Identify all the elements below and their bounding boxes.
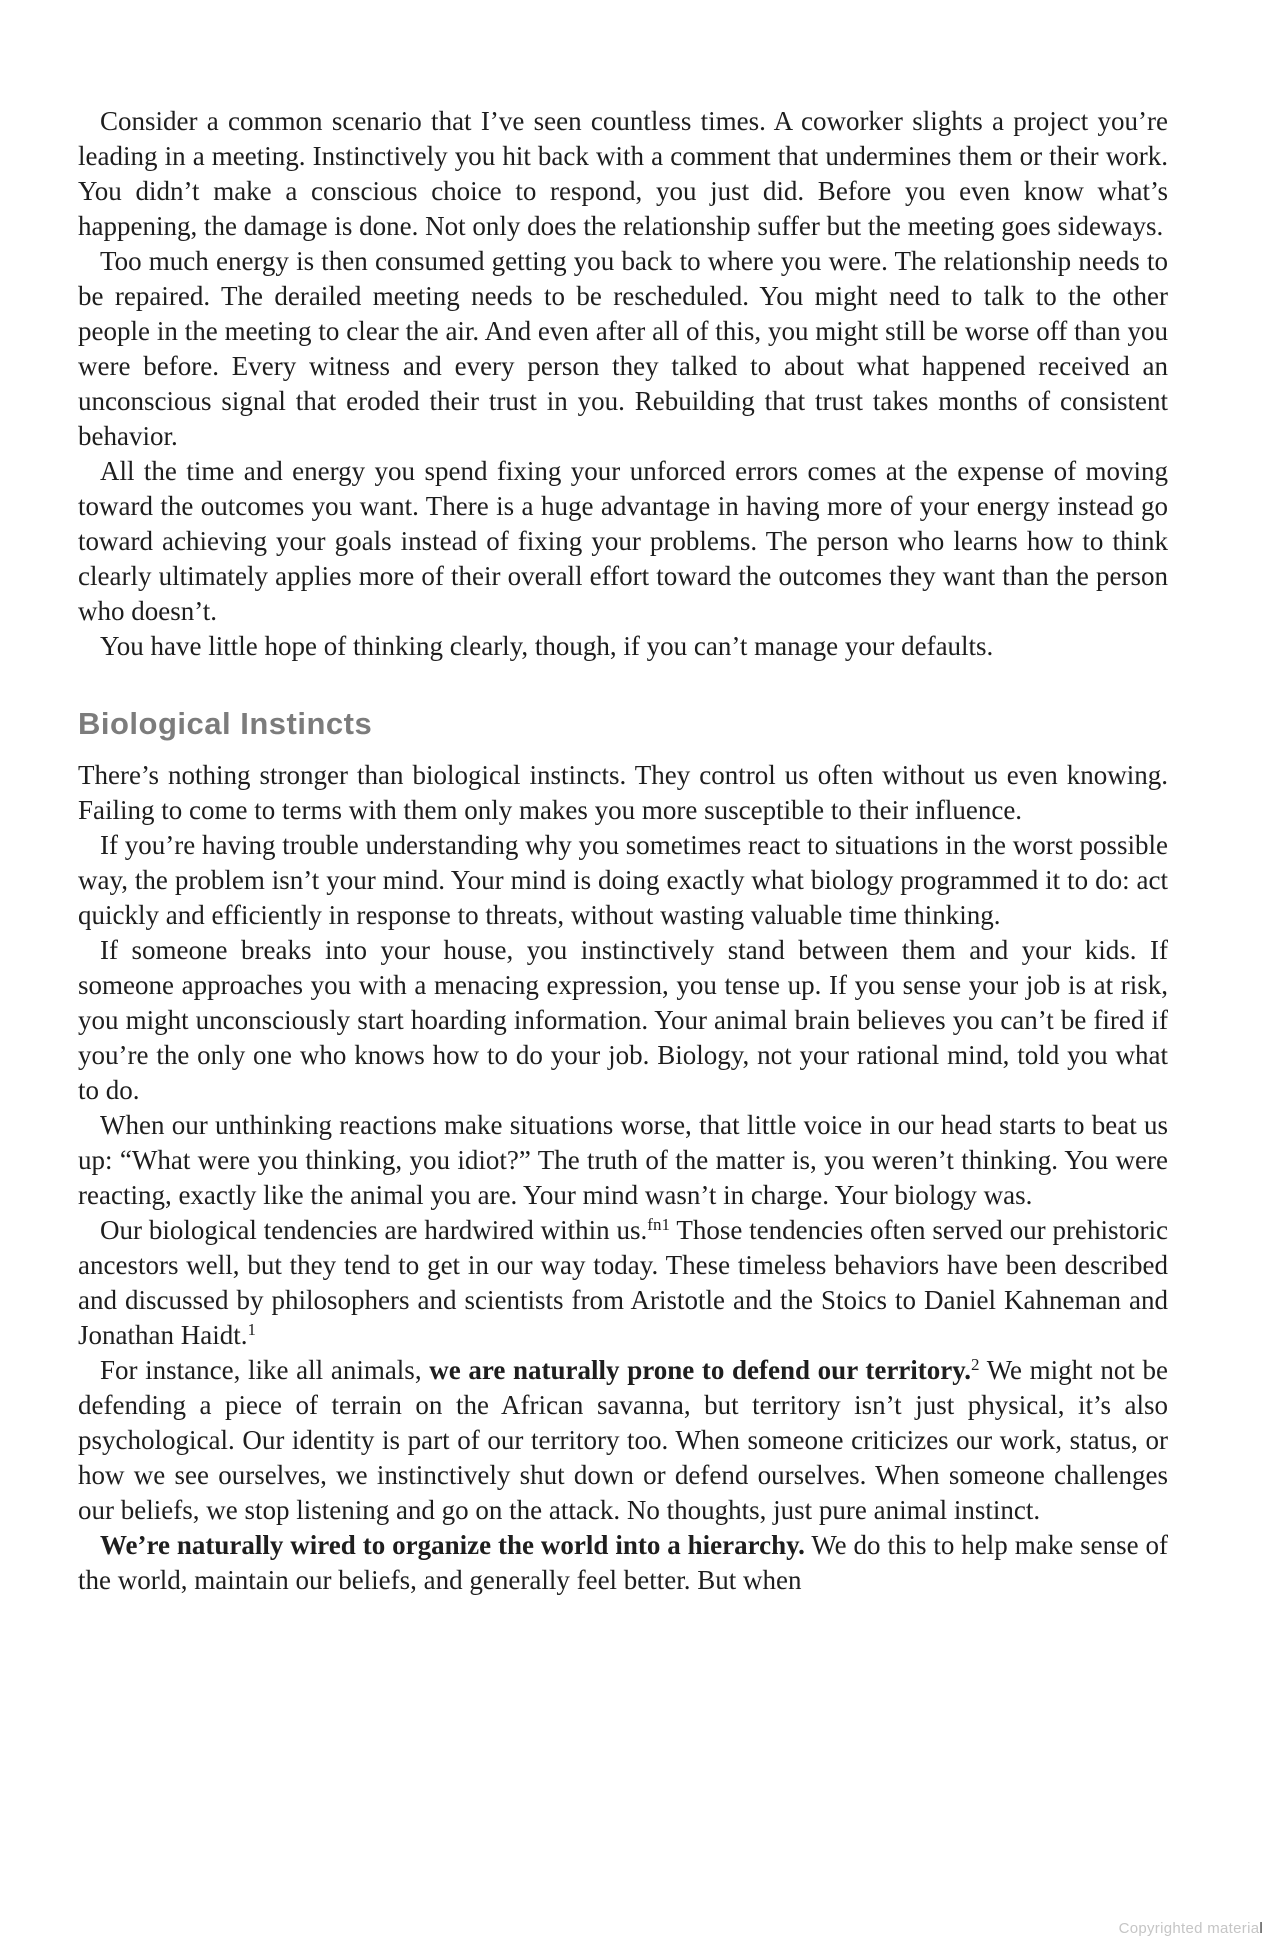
paragraph-text: When our unthinking reactions make situations worse, that little voice in our head starts to beat us up: “What were you thinking, you idiot?” The truth of the matter is, you weren’t thinking. You were reacting, exactly like the animal you are. Your mind wasn’t in charge. Your biology was.: [78, 1110, 1168, 1210]
body-paragraph: [78, 244, 1168, 454]
paragraph-text: We do this to help make sense of the world, maintain our beliefs, and generally feel better. But when: [78, 1530, 1168, 1595]
paragraph-text: If someone breaks into your house, you instinctively stand between them and your kids. If someone approaches you with a menacing expression, you tense up. If you sense your job is at risk, you might unconsciously start hoarding information. Your animal brain believes you can’t be fired if you’re the only one who knows how to do your job. Biology, not your rational mind, told you what to do.: [78, 935, 1168, 1105]
paragraph-text: Too much energy is then consumed getting you back to where you were. The relationship needs to be repaired. The derailed meeting needs to be rescheduled. You might need to talk to the other people in the meeting to clear the air. And even after all of this, you might still be worse off than you were before. Every witness and every person they talked to about what happened received an unconscious signal that eroded their trust in you. Rebuilding that trust takes months of consistent behavior.: [78, 246, 1168, 451]
body-paragraph: [78, 104, 1168, 244]
body-paragraph: [78, 933, 1168, 1108]
body-paragraph: [78, 1108, 1168, 1213]
footnote-ref: fn1: [647, 1214, 670, 1234]
copyright-watermark: [1119, 1920, 1263, 1937]
body-paragraph: [78, 454, 1168, 629]
text-column: [78, 104, 1168, 1598]
body-paragraph: [78, 758, 1168, 828]
body-paragraph: [78, 1353, 1168, 1528]
watermark-text-dark: l: [1259, 1920, 1263, 1937]
paragraph-text: We might not be defending a piece of terrain on the African savanna, but territory isn’t just physical, it’s also psychological. Our identity is part of our territory too. When someone criticizes our work, status, or how we see ourselves, we instinctively shut down or defend ourselves. When someone challenges our beliefs, we stop listening and go on the attack. No thoughts, just pure animal instinct.: [78, 1355, 1168, 1525]
paragraph-text: You have little hope of thinking clearly, though, if you can’t manage your defaults.: [100, 631, 994, 661]
body-paragraph: [78, 1528, 1168, 1598]
watermark-text: Copyrighted materia: [1118, 1920, 1260, 1937]
endnote-ref: 1: [247, 1319, 256, 1339]
section-heading: Biological Instincts: [78, 706, 373, 741]
paragraph-text: Our biological tendencies are hardwired within us.: [100, 1215, 648, 1245]
bold-emphasis-text: We’re naturally wired to organize the world into a hierarchy.: [100, 1530, 805, 1560]
bold-emphasis-text: we are naturally prone to defend our territory.: [429, 1355, 972, 1385]
paragraph-text: There’s nothing stronger than biological instincts. They control us often without us even knowing. Failing to come to terms with them only makes you more susceptible to their influence.: [78, 760, 1168, 825]
paragraph-text: Those tendencies often served our prehistoric ancestors well, but they tend to get in our way today. These timeless behaviors have been described and discussed by philosophers and scientists from Aristotle and the Stoics to Daniel Kahneman and Jonathan Haidt.: [78, 1215, 1168, 1350]
paragraph-text: If you’re having trouble understanding why you sometimes react to situations in the worst possible way, the problem isn’t your mind. Your mind is doing exactly what biology programmed it to do: act quickly and efficiently in response to threats, without wasting valuable time thinking.: [78, 830, 1168, 930]
body-paragraph: [78, 629, 1168, 664]
endnote-ref: 2: [971, 1354, 980, 1374]
body-paragraph: [78, 828, 1168, 933]
paragraph-text: Consider a common scenario that I’ve seen countless times. A coworker slights a project you’re leading in a meeting. Instinctively you hit back with a comment that undermines them or their work. You didn’t make a conscious choice to respond, you just did. Before you even know what’s happening, the damage is done. Not only does the relationship suffer but the meeting goes sideways.: [78, 106, 1168, 241]
paragraph-text: For instance, like all animals,: [100, 1355, 430, 1385]
body-paragraph: [78, 1213, 1168, 1353]
paragraph-text: All the time and energy you spend fixing your unforced errors comes at the expense of moving toward the outcomes you want. There is a huge advantage in having more of your energy instead go toward achieving your goals instead of fixing your problems. The person who learns how to think clearly ultimately applies more of their overall effort toward the outcomes they want than the person who doesn’t.: [78, 456, 1168, 626]
